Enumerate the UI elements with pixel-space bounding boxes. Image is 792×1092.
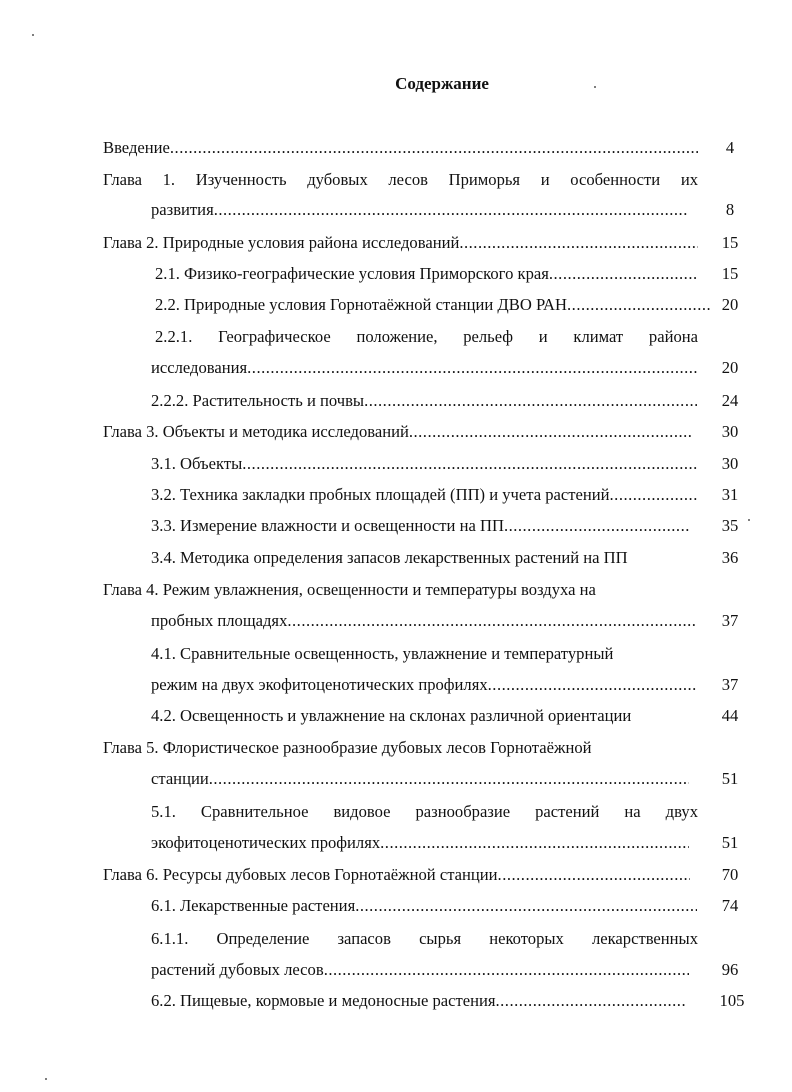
toc-entry-text: станции	[151, 769, 209, 788]
toc-page-number: 30	[721, 454, 739, 473]
toc-entry-text: растений дубовых лесов	[151, 960, 324, 979]
toc-entry-5-1-line1: 5.1. Сравнительное видовое разнообразие растений на двух	[151, 802, 698, 821]
toc-entry-text: 2.1. Физико-географические условия Приморского края	[155, 264, 549, 283]
toc-entry-3-4	[151, 547, 699, 569]
scan-speck	[748, 519, 750, 521]
toc-entry-text: режим на двух экофитоценотических профилях	[151, 675, 488, 694]
toc-page-number: 20	[721, 295, 739, 314]
toc-entry-4-2	[151, 705, 699, 727]
toc-entry-intro	[103, 137, 698, 159]
toc-page-number: 30	[721, 422, 739, 441]
toc-entry-text: пробных площадях	[151, 611, 288, 630]
toc-entry-text: 3.3. Измерение влажности и освещенности на ПП	[151, 516, 504, 535]
toc-entry-4-1-line2	[151, 674, 697, 696]
toc-entry-text: Глава 5. Флористическое разнообразие дубовых лесов Горнотаёжной	[103, 738, 592, 757]
toc-page-number: 31	[721, 485, 739, 504]
toc-entry-ch2	[103, 232, 698, 254]
toc-entry-text: 2.2.2. Растительность и почвы	[151, 391, 365, 410]
toc-page-number: 20	[721, 358, 739, 377]
toc-entry-4-1-line1	[151, 643, 697, 665]
toc-entry-ch5-line2	[151, 768, 689, 790]
toc-page-number: 36	[721, 548, 739, 567]
toc-page-number: 96	[721, 960, 739, 979]
toc-entry-2-2-2	[151, 390, 697, 412]
toc-entry-text: экофитоценотических профилях	[151, 833, 381, 852]
toc-entry-text: 6.2. Пищевые, кормовые и медоносные растения	[151, 991, 496, 1010]
toc-entry-text: Глава 2. Природные условия района исследований	[103, 233, 460, 252]
toc-entry-text: Введение	[103, 138, 170, 157]
toc-entry-2-2-1-line2	[151, 357, 697, 379]
toc-entry-ch4-line2	[151, 610, 697, 632]
toc-entry-6-1	[151, 895, 697, 917]
toc-entry-text: исследования	[151, 358, 248, 377]
toc-entry-text: 3.4. Методика определения запасов лекарственных растений на ПП	[151, 548, 628, 567]
toc-entry-6-1-1-line1: 6.1.1. Определение запасов сырья некоторых лекарственных	[151, 929, 698, 948]
toc-page-number: 105	[719, 991, 745, 1010]
toc-page-number: 35	[721, 516, 739, 535]
toc-entry-text: Глава 6. Ресурсы дубовых лесов Горнотаёжной станции	[103, 865, 498, 884]
toc-entry-text: Глава 3. Объекты и методика исследований	[103, 422, 409, 441]
toc-page-number: 4	[725, 138, 735, 157]
toc-page-number: 70	[721, 865, 739, 884]
toc-page-number: 37	[721, 611, 739, 630]
toc-entry-text: 4.1. Сравнительные освещенность, увлажнение и температурный	[151, 644, 614, 663]
toc-page-number: 51	[721, 833, 739, 852]
toc-entry-text: 3.2. Техника закладки пробных площадей (ПП) и учета растений	[151, 485, 610, 504]
toc-entry-ch4-line1	[103, 579, 698, 601]
toc-page-number: 24	[721, 391, 739, 410]
toc-entry-2-1	[155, 263, 697, 285]
toc-entry-text: 4.2. Освещенность и увлажнение на склонах различной ориентации	[151, 706, 632, 725]
toc-entry-text: 2.2. Природные условия Горнотаёжной станции ДВО РАН	[155, 295, 568, 314]
scan-speck	[32, 34, 34, 36]
toc-entry-ch1-line2	[151, 199, 689, 221]
toc-entry-5-1-line2	[151, 832, 689, 854]
toc-page-number: 51	[721, 769, 739, 788]
toc-entry-3-2	[151, 484, 697, 506]
toc-page-number: 74	[721, 896, 739, 915]
toc-entry-ch3	[103, 421, 693, 443]
toc-entry-6-1-1-line2	[151, 959, 689, 981]
scan-speck	[594, 86, 596, 88]
toc-page-number: 44	[721, 706, 739, 725]
scan-speck	[45, 1078, 47, 1080]
toc-page-number: 37	[721, 675, 739, 694]
toc-entry-text: 6.1. Лекарственные растения	[151, 896, 356, 915]
toc-entry-text: развития	[151, 200, 214, 219]
toc-entry-6-2	[151, 990, 686, 1012]
toc-entry-3-3	[151, 515, 689, 537]
toc-entry-ch1-line1: Глава 1. Изученность дубовых лесов Приморья и особенности их	[103, 170, 698, 189]
toc-entry-ch6	[103, 864, 690, 886]
toc-entry-ch5-line1	[103, 737, 698, 759]
toc-entry-2-2-1-line1: 2.2.1. Географическое положение, рельеф и климат района	[155, 327, 698, 346]
toc-entry-2-2	[155, 294, 710, 316]
page-title: Содержание	[395, 74, 489, 93]
toc-page-number: 8	[725, 200, 735, 219]
toc-entry-3-1	[151, 453, 697, 475]
toc-page-number: 15	[721, 233, 739, 252]
toc-page-number: 15	[721, 264, 739, 283]
toc-entry-text: 3.1. Объекты	[151, 454, 243, 473]
toc-entry-text: Глава 4. Режим увлажнения, освещенности и температуры воздуха на	[103, 580, 596, 599]
